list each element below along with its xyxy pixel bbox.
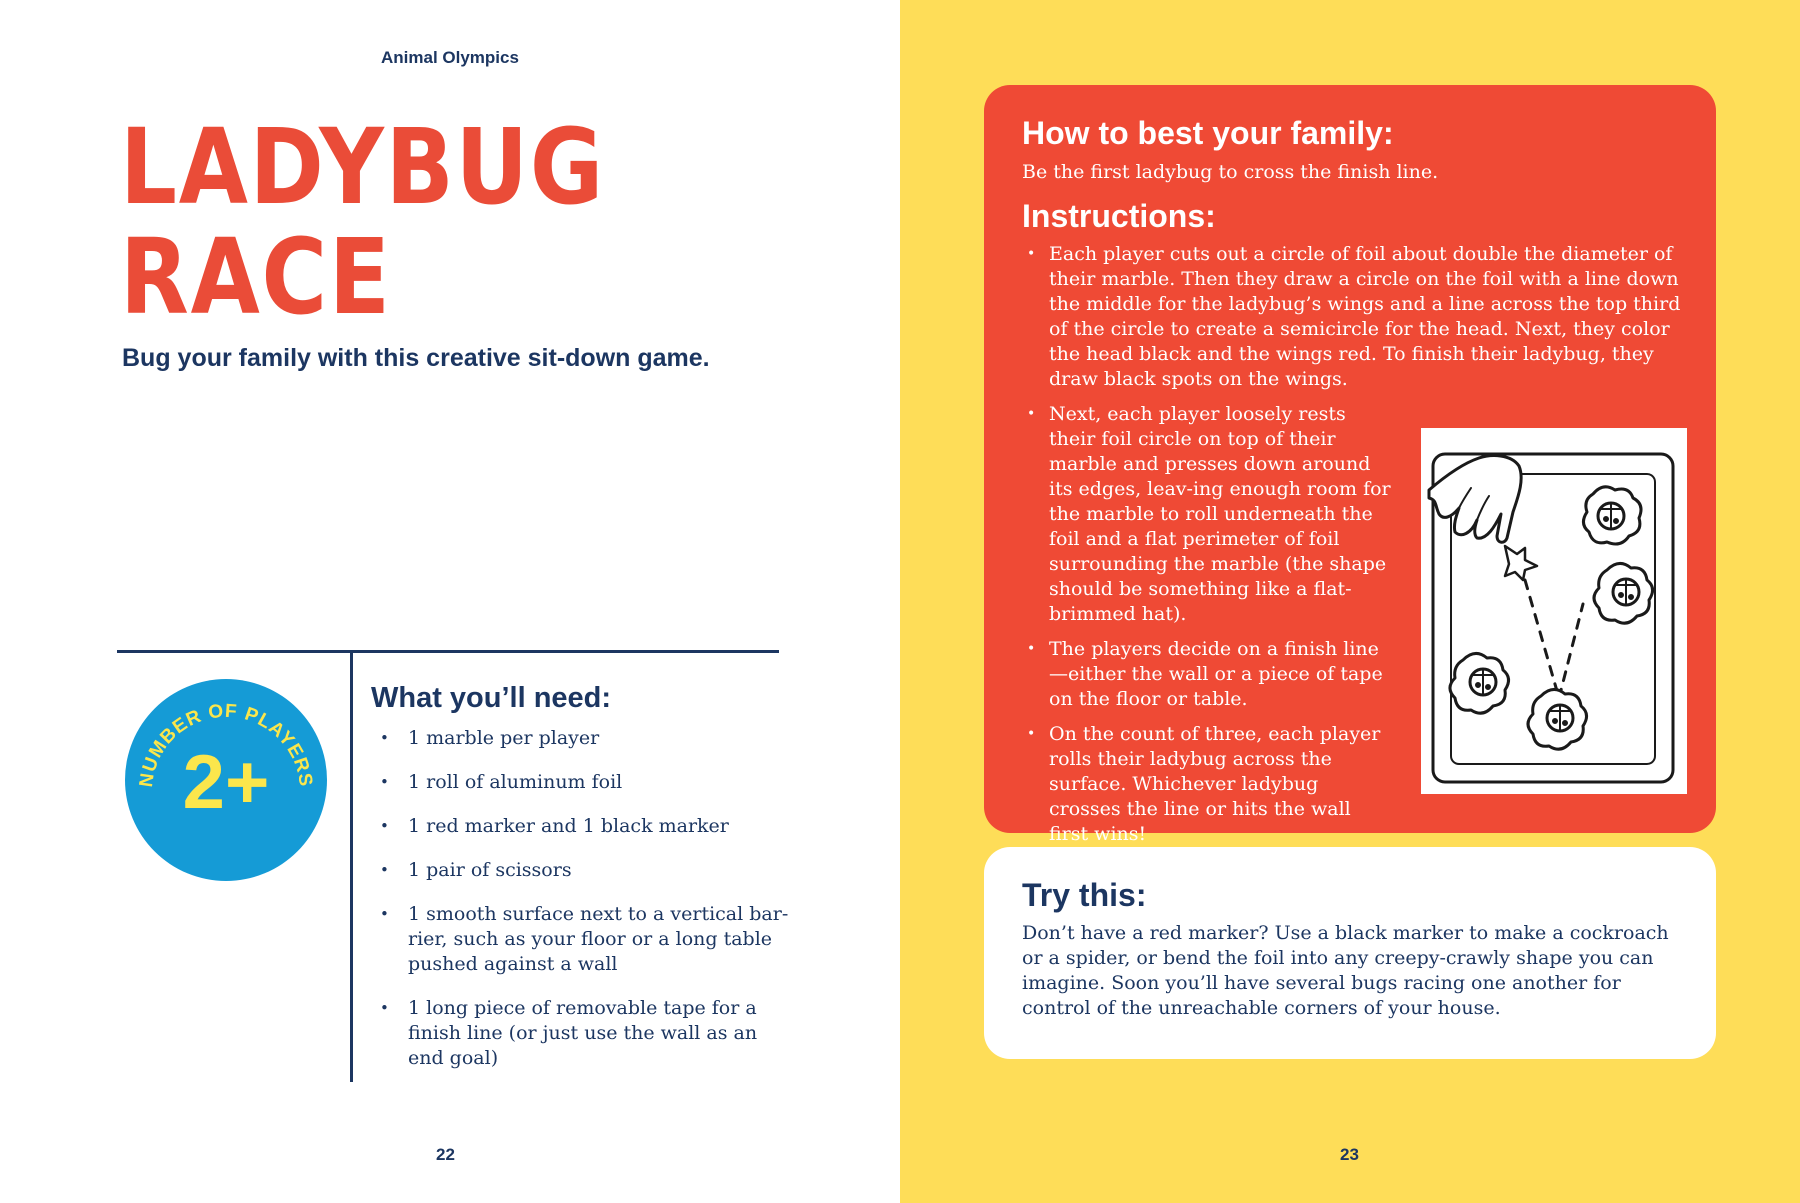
instruction-step: • On the count of three, each player rolls their ladybug across the surface. Whichever ladybug crosses the line or hits the wall first wins! [1022, 722, 1394, 847]
page-title [120, 106, 605, 338]
instruction-step: • Each player cuts out a circle of foil about double the diameter of their marble. Then they draw a circle on the foil with a line down the middle for the ladybug’s wings and a line across the top third of the circle to create a semicircle for the head. Next, they color the head black and the wings red. To finish their ladybug, they draw black spots on the wings. [1022, 242, 1702, 392]
needs-heading: What you’ll need: [371, 682, 612, 714]
running-head: Animal Olympics [381, 48, 519, 67]
player-count: 2+ [182, 740, 270, 825]
ladybug-icon [1528, 689, 1587, 749]
needs-item: • 1 roll of aluminum foil [380, 770, 790, 795]
hand-icon [1429, 456, 1521, 543]
needs-item: • 1 red marker and 1 black marker [380, 814, 790, 839]
ladybug-icon [1594, 563, 1653, 623]
needs-item: • 1 smooth surface next to a vertical bar-rier, such as your floor or a long table pushed against a wall [380, 902, 790, 977]
needs-item: • 1 pair of scissors [380, 858, 790, 883]
goal-heading: How to best your family: [1022, 115, 1394, 151]
try-heading: Try this: [1022, 877, 1147, 913]
illustration-svg [1421, 428, 1687, 794]
ladybug-race-illustration [1421, 428, 1687, 794]
try-this-panel [984, 847, 1716, 1059]
goal-text: Be the first ladybug to cross the finish line. [1022, 161, 1439, 183]
needs-item: • 1 long piece of removable tape for a finish line (or just use the wall as an end goal) [380, 996, 790, 1071]
divider-vertical [350, 652, 353, 1082]
title-line-2: RACE [120, 216, 392, 338]
title-line-1: LADYBUG [120, 106, 605, 228]
subtitle: Bug your family with this creative sit-down game. [122, 344, 710, 372]
dash-path-icon [1559, 604, 1583, 698]
instructions-heading: Instructions: [1022, 198, 1216, 234]
dash-path-icon [1525, 580, 1559, 698]
instruction-step: • The players decide on a finish line—either the wall or a piece of tape on the floor or table. [1022, 637, 1394, 712]
page-number-right: 23 [1340, 1145, 1359, 1164]
needs-list [380, 726, 790, 1090]
needs-item: • 1 marble per player [380, 726, 790, 751]
page-number-left: 22 [436, 1145, 455, 1164]
ladybug-icon [1450, 653, 1509, 713]
impact-star-icon [1505, 546, 1537, 580]
divider-horizontal [117, 650, 779, 653]
instruction-step: • Next, each player loosely rests their foil circle on top of their marble and presses down around its edges, leav-ing enough room for the marble to roll underneath the foil and a flat perimeter of foil surrounding the marble (the shape should be something like a flat-brimmed hat). [1022, 402, 1394, 627]
badge-arc-text: NUMBER OF PLAYERS [135, 700, 317, 789]
players-badge [125, 679, 327, 881]
ladybug-icon [1583, 487, 1641, 544]
try-text: Don’t have a red marker? Use a black marker to make a cockroach or a spider, or bend the foil into any creepy-crawly shape you can imagine. Soon you’ll have several bugs racing one another for control of the unreachable corners of your house. [1022, 922, 1669, 1019]
